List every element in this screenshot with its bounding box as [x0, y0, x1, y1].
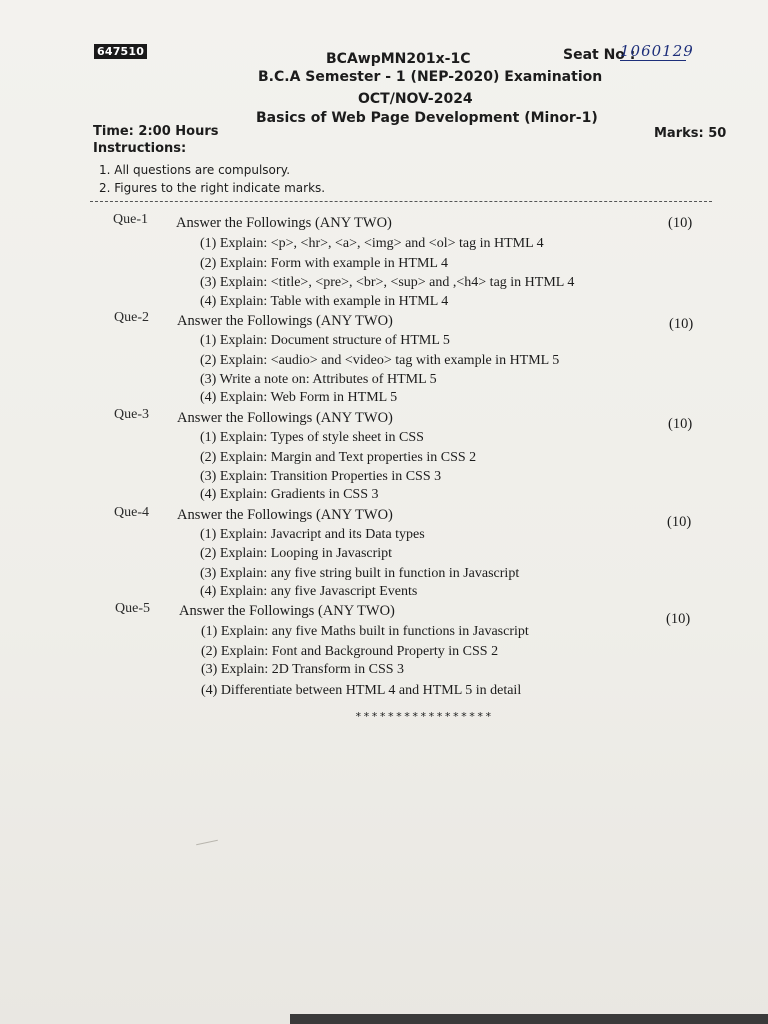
question-label: Que-5	[115, 601, 150, 616]
question-item: (2) Explain: Margin and Text properties in CSS 2	[200, 450, 477, 465]
question-item: (4) Differentiate between HTML 4 and HTML 5 in detail	[201, 683, 522, 698]
question-marks: (10)	[667, 514, 692, 530]
question-item: (1) Explain: Javacript and its Data types	[200, 527, 425, 542]
instruction-item: 2. Figures to the right indicate marks.	[99, 181, 326, 195]
question-item: (2) Explain: Font and Background Property in CSS 2	[201, 644, 499, 659]
question-item: (4) Explain: Web Form in HTML 5	[200, 390, 398, 405]
question-item: (2) Explain: <audio> and <video> tag with example in HTML 5	[200, 353, 560, 368]
question-marks: (10)	[668, 215, 693, 231]
question-heading: Answer the Followings (ANY TWO)	[177, 313, 393, 329]
question-heading: Answer the Followings (ANY TWO)	[179, 603, 395, 619]
end-of-paper-stars: *****************	[355, 710, 494, 723]
question-marks: (10)	[669, 316, 694, 332]
question-label: Que-1	[113, 212, 148, 227]
question-label: Que-3	[114, 407, 149, 422]
question-item: (1) Explain: Types of style sheet in CSS	[200, 430, 424, 445]
paper-code: BCAwpMN201x-1C	[326, 51, 471, 67]
question-item: (2) Explain: Form with example in HTML 4	[200, 256, 448, 271]
question-marks: (10)	[666, 611, 691, 627]
instruction-item: 1. All questions are compulsory.	[99, 163, 291, 177]
seat-number-handwritten: 1060129	[620, 42, 694, 60]
question-label: Que-2	[114, 310, 149, 325]
question-heading: Answer the Followings (ANY TWO)	[176, 215, 392, 231]
divider-line	[90, 201, 712, 202]
paper-code-badge: 647510	[94, 44, 147, 59]
question-item: (2) Explain: Looping in Javascript	[200, 546, 393, 561]
question-item: (4) Explain: Table with example in HTML 4	[200, 294, 449, 309]
question-heading: Answer the Followings (ANY TWO)	[177, 507, 393, 523]
question-item: (3) Explain: <title>, <pre>, <br>, <sup> and ,<h4> tag in HTML 4	[200, 275, 575, 290]
question-heading: Answer the Followings (ANY TWO)	[177, 410, 393, 426]
desk-shadow	[290, 1014, 768, 1024]
subject-title: Basics of Web Page Development (Minor-1)	[256, 110, 598, 126]
question-item: (3) Explain: 2D Transform in CSS 3	[201, 662, 405, 677]
total-marks: Marks: 50	[654, 126, 727, 141]
question-item: (4) Explain: Gradients in CSS 3	[200, 487, 379, 502]
instructions-title: Instructions:	[93, 141, 187, 156]
question-item: (1) Explain: Document structure of HTML 5	[200, 333, 450, 348]
exam-duration: Time: 2:00 Hours	[93, 124, 219, 139]
question-item: (1) Explain: <p>, <hr>, <a>, <img> and <ol> tag in HTML 4	[200, 236, 544, 251]
question-label: Que-4	[114, 505, 149, 520]
exam-title: B.C.A Semester - 1 (NEP-2020) Examination	[258, 69, 603, 85]
question-marks: (10)	[668, 416, 693, 432]
exam-session: OCT/NOV-2024	[358, 91, 473, 107]
question-item: (3) Write a note on: Attributes of HTML 5	[200, 372, 437, 387]
question-item: (3) Explain: Transition Properties in CSS 3	[200, 469, 442, 484]
seat-number-label: Seat No :	[563, 47, 636, 63]
question-item: (4) Explain: any five Javascript Events	[200, 584, 418, 599]
question-item: (3) Explain: any five string built in function in Javascript	[200, 566, 520, 581]
question-item: (1) Explain: any five Maths built in functions in Javascript	[201, 624, 529, 639]
